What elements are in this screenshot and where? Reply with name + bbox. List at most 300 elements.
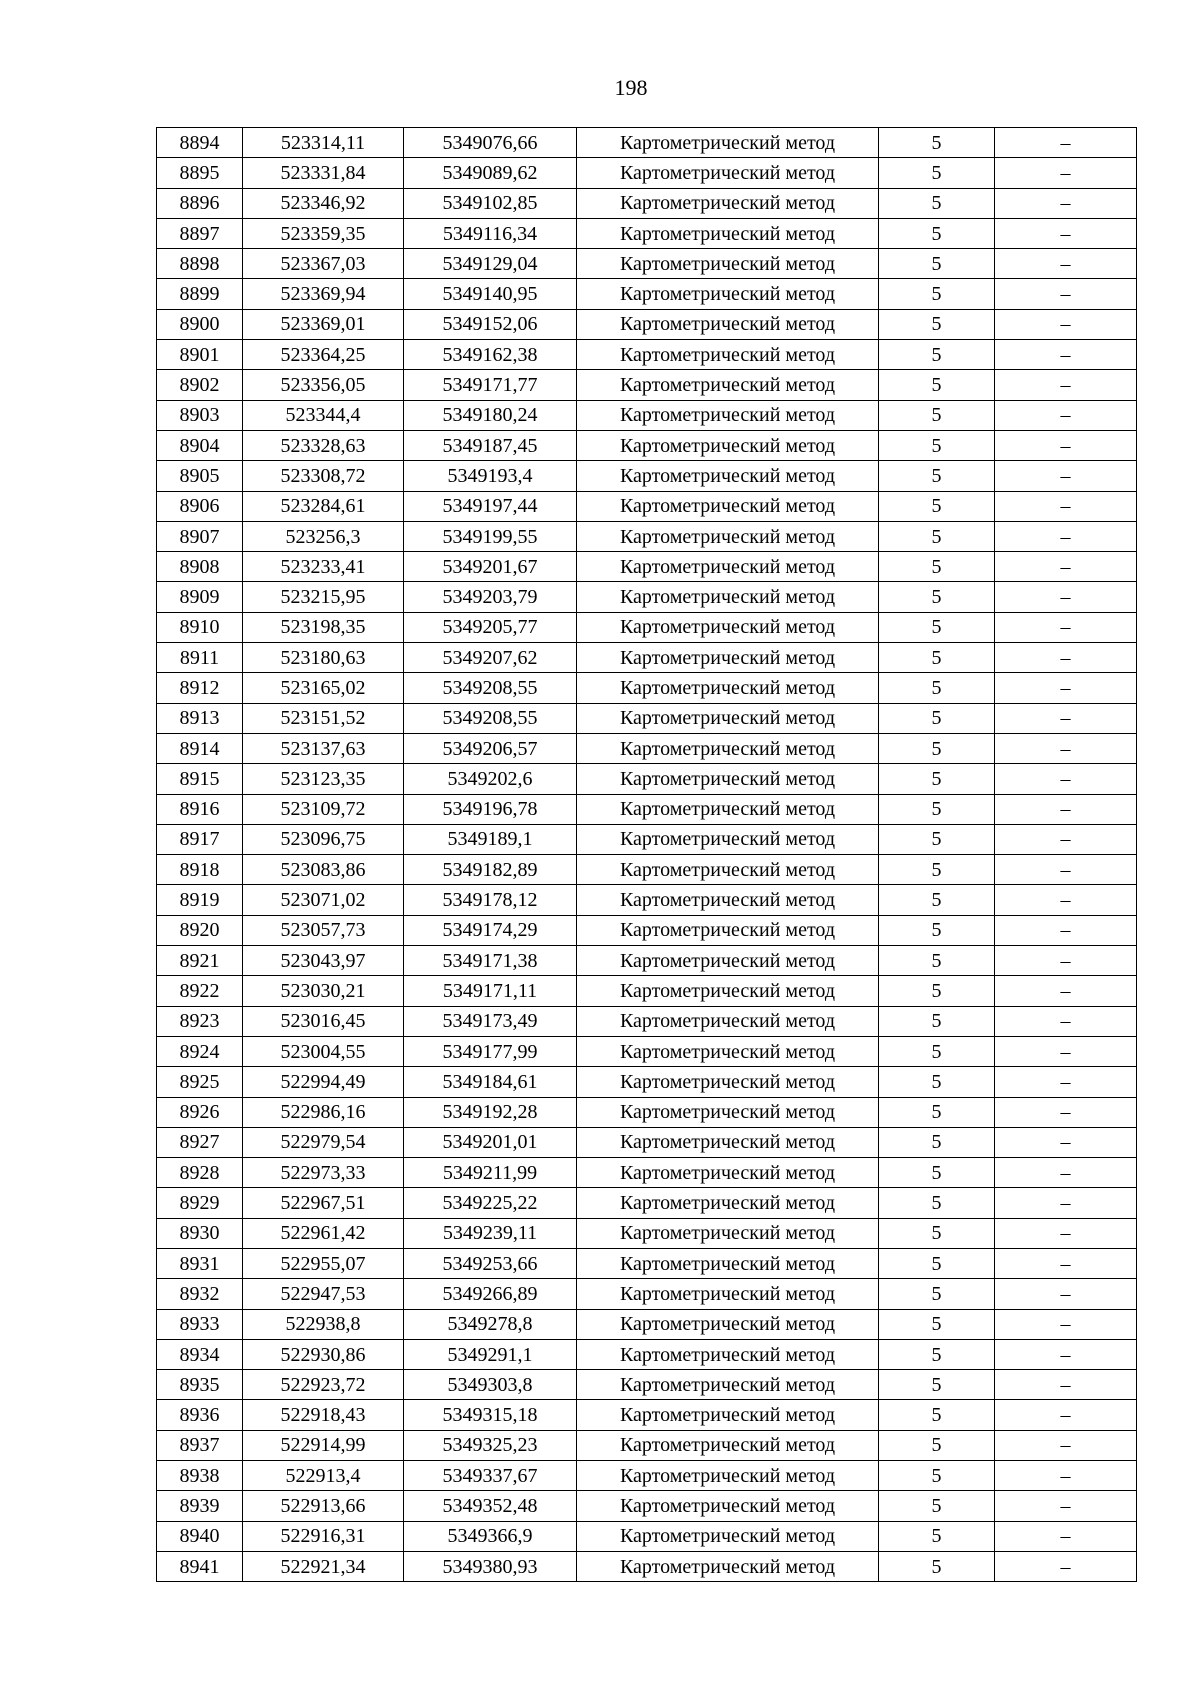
accuracy-cell: 5: [879, 128, 995, 158]
table-row: [157, 946, 1137, 976]
accuracy-cell: 5: [879, 673, 995, 703]
note-cell: –: [995, 1400, 1137, 1430]
note-cell: –: [995, 824, 1137, 854]
accuracy-cell: 5: [879, 188, 995, 218]
y-coordinate-cell: 5349129,04: [404, 249, 577, 279]
point-number-cell: 8934: [157, 1339, 243, 1369]
accuracy-cell: 5: [879, 1370, 995, 1400]
y-coordinate-cell: 5349201,67: [404, 552, 577, 582]
x-coordinate-cell: 523057,73: [243, 915, 404, 945]
point-number-cell: 8930: [157, 1218, 243, 1248]
accuracy-cell: 5: [879, 340, 995, 370]
x-coordinate-cell: 522967,51: [243, 1188, 404, 1218]
y-coordinate-cell: 5349199,55: [404, 521, 577, 551]
note-cell: –: [995, 340, 1137, 370]
point-number-cell: 8922: [157, 976, 243, 1006]
table-row: [157, 1248, 1137, 1278]
x-coordinate-cell: 523314,11: [243, 128, 404, 158]
table-row: [157, 309, 1137, 339]
note-cell: –: [995, 673, 1137, 703]
y-coordinate-cell: 5349180,24: [404, 400, 577, 430]
table-row: [157, 733, 1137, 763]
x-coordinate-cell: 523083,86: [243, 855, 404, 885]
point-number-cell: 8915: [157, 764, 243, 794]
method-cell: Картометрический метод: [577, 764, 879, 794]
accuracy-cell: 5: [879, 794, 995, 824]
method-cell: Картометрический метод: [577, 1036, 879, 1066]
accuracy-cell: 5: [879, 309, 995, 339]
y-coordinate-cell: 5349202,6: [404, 764, 577, 794]
table-row: [157, 158, 1137, 188]
note-cell: –: [995, 1127, 1137, 1157]
y-coordinate-cell: 5349208,55: [404, 703, 577, 733]
x-coordinate-cell: 522918,43: [243, 1400, 404, 1430]
accuracy-cell: 5: [879, 1400, 995, 1430]
table-row: [157, 521, 1137, 551]
method-cell: Картометрический метод: [577, 1551, 879, 1581]
table-row: [157, 400, 1137, 430]
method-cell: Картометрический метод: [577, 612, 879, 642]
point-number-cell: 8904: [157, 430, 243, 460]
accuracy-cell: 5: [879, 491, 995, 521]
point-number-cell: 8905: [157, 461, 243, 491]
method-cell: Картометрический метод: [577, 400, 879, 430]
y-coordinate-cell: 5349171,38: [404, 946, 577, 976]
note-cell: –: [995, 491, 1137, 521]
point-number-cell: 8897: [157, 218, 243, 248]
accuracy-cell: 5: [879, 824, 995, 854]
table-row: [157, 1067, 1137, 1097]
method-cell: Картометрический метод: [577, 643, 879, 673]
x-coordinate-cell: 522973,33: [243, 1158, 404, 1188]
note-cell: –: [995, 1521, 1137, 1551]
y-coordinate-cell: 5349203,79: [404, 582, 577, 612]
note-cell: –: [995, 461, 1137, 491]
point-number-cell: 8924: [157, 1036, 243, 1066]
method-cell: Картометрический метод: [577, 1370, 879, 1400]
method-cell: Картометрический метод: [577, 218, 879, 248]
accuracy-cell: 5: [879, 1097, 995, 1127]
point-number-cell: 8923: [157, 1006, 243, 1036]
method-cell: Картометрический метод: [577, 976, 879, 1006]
point-number-cell: 8909: [157, 582, 243, 612]
y-coordinate-cell: 5349102,85: [404, 188, 577, 218]
accuracy-cell: 5: [879, 370, 995, 400]
note-cell: –: [995, 1551, 1137, 1581]
y-coordinate-cell: 5349173,49: [404, 1006, 577, 1036]
accuracy-cell: 5: [879, 1218, 995, 1248]
point-number-cell: 8937: [157, 1430, 243, 1460]
y-coordinate-cell: 5349152,06: [404, 309, 577, 339]
accuracy-cell: 5: [879, 430, 995, 460]
accuracy-cell: 5: [879, 1430, 995, 1460]
point-number-cell: 8938: [157, 1461, 243, 1491]
y-coordinate-cell: 5349380,93: [404, 1551, 577, 1581]
method-cell: Картометрический метод: [577, 1491, 879, 1521]
point-number-cell: 8912: [157, 673, 243, 703]
point-number-cell: 8903: [157, 400, 243, 430]
method-cell: Картометрический метод: [577, 552, 879, 582]
y-coordinate-cell: 5349201,01: [404, 1127, 577, 1157]
y-coordinate-cell: 5349189,1: [404, 824, 577, 854]
x-coordinate-cell: 522921,34: [243, 1551, 404, 1581]
point-number-cell: 8908: [157, 552, 243, 582]
note-cell: –: [995, 855, 1137, 885]
point-number-cell: 8931: [157, 1248, 243, 1278]
accuracy-cell: 5: [879, 1248, 995, 1278]
note-cell: –: [995, 521, 1137, 551]
x-coordinate-cell: 523367,03: [243, 249, 404, 279]
coordinates-table: [156, 127, 1137, 1582]
y-coordinate-cell: 5349192,28: [404, 1097, 577, 1127]
method-cell: Картометрический метод: [577, 703, 879, 733]
x-coordinate-cell: 522938,8: [243, 1309, 404, 1339]
note-cell: –: [995, 794, 1137, 824]
note-cell: –: [995, 1036, 1137, 1066]
accuracy-cell: 5: [879, 1279, 995, 1309]
point-number-cell: 8902: [157, 370, 243, 400]
accuracy-cell: 5: [879, 915, 995, 945]
table-row: [157, 340, 1137, 370]
point-number-cell: 8935: [157, 1370, 243, 1400]
method-cell: Картометрический метод: [577, 521, 879, 551]
note-cell: –: [995, 279, 1137, 309]
y-coordinate-cell: 5349208,55: [404, 673, 577, 703]
x-coordinate-cell: 523356,05: [243, 370, 404, 400]
point-number-cell: 8901: [157, 340, 243, 370]
y-coordinate-cell: 5349205,77: [404, 612, 577, 642]
accuracy-cell: 5: [879, 249, 995, 279]
table-row: [157, 1036, 1137, 1066]
table-row: [157, 1461, 1137, 1491]
note-cell: –: [995, 976, 1137, 1006]
y-coordinate-cell: 5349206,57: [404, 733, 577, 763]
table-row: [157, 552, 1137, 582]
x-coordinate-cell: 523165,02: [243, 673, 404, 703]
method-cell: Картометрический метод: [577, 370, 879, 400]
accuracy-cell: 5: [879, 1036, 995, 1066]
note-cell: –: [995, 1248, 1137, 1278]
point-number-cell: 8927: [157, 1127, 243, 1157]
note-cell: –: [995, 1218, 1137, 1248]
point-number-cell: 8928: [157, 1158, 243, 1188]
x-coordinate-cell: 522913,4: [243, 1461, 404, 1491]
method-cell: Картометрический метод: [577, 340, 879, 370]
table-row: [157, 1006, 1137, 1036]
y-coordinate-cell: 5349225,22: [404, 1188, 577, 1218]
table-row: [157, 794, 1137, 824]
point-number-cell: 8911: [157, 643, 243, 673]
accuracy-cell: 5: [879, 976, 995, 1006]
x-coordinate-cell: 522979,54: [243, 1127, 404, 1157]
method-cell: Картометрический метод: [577, 1400, 879, 1430]
method-cell: Картометрический метод: [577, 1521, 879, 1551]
x-coordinate-cell: 522986,16: [243, 1097, 404, 1127]
y-coordinate-cell: 5349196,78: [404, 794, 577, 824]
accuracy-cell: 5: [879, 400, 995, 430]
table-row: [157, 1370, 1137, 1400]
method-cell: Картометрический метод: [577, 582, 879, 612]
y-coordinate-cell: 5349207,62: [404, 643, 577, 673]
point-number-cell: 8900: [157, 309, 243, 339]
x-coordinate-cell: 523346,92: [243, 188, 404, 218]
y-coordinate-cell: 5349076,66: [404, 128, 577, 158]
x-coordinate-cell: 522923,72: [243, 1370, 404, 1400]
x-coordinate-cell: 522913,66: [243, 1491, 404, 1521]
page-number: 198: [614, 75, 648, 100]
accuracy-cell: 5: [879, 1491, 995, 1521]
y-coordinate-cell: 5349337,67: [404, 1461, 577, 1491]
method-cell: Картометрический метод: [577, 279, 879, 309]
table-row: [157, 855, 1137, 885]
table-row: [157, 370, 1137, 400]
x-coordinate-cell: 523331,84: [243, 158, 404, 188]
accuracy-cell: 5: [879, 1127, 995, 1157]
note-cell: –: [995, 430, 1137, 460]
method-cell: Картометрический метод: [577, 1279, 879, 1309]
method-cell: Картометрический метод: [577, 946, 879, 976]
accuracy-cell: 5: [879, 1521, 995, 1551]
x-coordinate-cell: 523215,95: [243, 582, 404, 612]
x-coordinate-cell: 523344,4: [243, 400, 404, 430]
table-row: [157, 1491, 1137, 1521]
note-cell: –: [995, 1097, 1137, 1127]
table-row: [157, 976, 1137, 1006]
y-coordinate-cell: 5349182,89: [404, 855, 577, 885]
x-coordinate-cell: 523071,02: [243, 885, 404, 915]
y-coordinate-cell: 5349184,61: [404, 1067, 577, 1097]
x-coordinate-cell: 523123,35: [243, 764, 404, 794]
note-cell: –: [995, 128, 1137, 158]
table-row: [157, 582, 1137, 612]
point-number-cell: 8921: [157, 946, 243, 976]
table-row: [157, 915, 1137, 945]
y-coordinate-cell: 5349197,44: [404, 491, 577, 521]
table-row: [157, 1158, 1137, 1188]
method-cell: Картометрический метод: [577, 673, 879, 703]
accuracy-cell: 5: [879, 703, 995, 733]
table-row: [157, 430, 1137, 460]
method-cell: Картометрический метод: [577, 309, 879, 339]
x-coordinate-cell: 523308,72: [243, 461, 404, 491]
note-cell: –: [995, 309, 1137, 339]
x-coordinate-cell: 523096,75: [243, 824, 404, 854]
y-coordinate-cell: 5349089,62: [404, 158, 577, 188]
note-cell: –: [995, 1067, 1137, 1097]
table-row: [157, 643, 1137, 673]
method-cell: Картометрический метод: [577, 188, 879, 218]
y-coordinate-cell: 5349162,38: [404, 340, 577, 370]
point-number-cell: 8919: [157, 885, 243, 915]
note-cell: –: [995, 612, 1137, 642]
note-cell: –: [995, 1491, 1137, 1521]
method-cell: Картометрический метод: [577, 430, 879, 460]
x-coordinate-cell: 523369,94: [243, 279, 404, 309]
note-cell: –: [995, 1370, 1137, 1400]
table-row: [157, 1430, 1137, 1460]
method-cell: Картометрический метод: [577, 1339, 879, 1369]
note-cell: –: [995, 249, 1137, 279]
table-row: [157, 461, 1137, 491]
note-cell: –: [995, 1309, 1137, 1339]
accuracy-cell: 5: [879, 1158, 995, 1188]
y-coordinate-cell: 5349211,99: [404, 1158, 577, 1188]
y-coordinate-cell: 5349352,48: [404, 1491, 577, 1521]
table-row: [157, 1400, 1137, 1430]
y-coordinate-cell: 5349174,29: [404, 915, 577, 945]
y-coordinate-cell: 5349171,77: [404, 370, 577, 400]
method-cell: Картометрический метод: [577, 1188, 879, 1218]
point-number-cell: 8916: [157, 794, 243, 824]
x-coordinate-cell: 523328,63: [243, 430, 404, 460]
y-coordinate-cell: 5349266,89: [404, 1279, 577, 1309]
note-cell: –: [995, 1188, 1137, 1218]
y-coordinate-cell: 5349187,45: [404, 430, 577, 460]
point-number-cell: 8896: [157, 188, 243, 218]
method-cell: Картометрический метод: [577, 1248, 879, 1278]
table-row: [157, 612, 1137, 642]
note-cell: –: [995, 552, 1137, 582]
accuracy-cell: 5: [879, 643, 995, 673]
table-row: [157, 491, 1137, 521]
coordinates-table-body: [157, 128, 1137, 1582]
note-cell: –: [995, 1158, 1137, 1188]
x-coordinate-cell: 523359,35: [243, 218, 404, 248]
note-cell: –: [995, 370, 1137, 400]
table-row: [157, 703, 1137, 733]
method-cell: Картометрический метод: [577, 733, 879, 763]
y-coordinate-cell: 5349116,34: [404, 218, 577, 248]
accuracy-cell: 5: [879, 461, 995, 491]
table-row: [157, 885, 1137, 915]
point-number-cell: 8939: [157, 1491, 243, 1521]
method-cell: Картометрический метод: [577, 1006, 879, 1036]
y-coordinate-cell: 5349315,18: [404, 1400, 577, 1430]
accuracy-cell: 5: [879, 764, 995, 794]
y-coordinate-cell: 5349366,9: [404, 1521, 577, 1551]
accuracy-cell: 5: [879, 158, 995, 188]
note-cell: –: [995, 1461, 1137, 1491]
accuracy-cell: 5: [879, 552, 995, 582]
accuracy-cell: 5: [879, 1309, 995, 1339]
point-number-cell: 8936: [157, 1400, 243, 1430]
accuracy-cell: 5: [879, 1551, 995, 1581]
point-number-cell: 8906: [157, 491, 243, 521]
note-cell: –: [995, 188, 1137, 218]
point-number-cell: 8941: [157, 1551, 243, 1581]
y-coordinate-cell: 5349193,4: [404, 461, 577, 491]
note-cell: –: [995, 643, 1137, 673]
point-number-cell: 8940: [157, 1521, 243, 1551]
note-cell: –: [995, 1279, 1137, 1309]
table-row: [157, 218, 1137, 248]
y-coordinate-cell: 5349325,23: [404, 1430, 577, 1460]
y-coordinate-cell: 5349140,95: [404, 279, 577, 309]
x-coordinate-cell: 523016,45: [243, 1006, 404, 1036]
note-cell: –: [995, 158, 1137, 188]
table-row: [157, 188, 1137, 218]
method-cell: Картометрический метод: [577, 1127, 879, 1157]
method-cell: Картометрический метод: [577, 794, 879, 824]
x-coordinate-cell: 523109,72: [243, 794, 404, 824]
method-cell: Картометрический метод: [577, 491, 879, 521]
accuracy-cell: 5: [879, 1339, 995, 1369]
accuracy-cell: 5: [879, 733, 995, 763]
accuracy-cell: 5: [879, 1188, 995, 1218]
y-coordinate-cell: 5349177,99: [404, 1036, 577, 1066]
x-coordinate-cell: 523369,01: [243, 309, 404, 339]
table-row: [157, 128, 1137, 158]
method-cell: Картометрический метод: [577, 1309, 879, 1339]
accuracy-cell: 5: [879, 582, 995, 612]
note-cell: –: [995, 885, 1137, 915]
y-coordinate-cell: 5349178,12: [404, 885, 577, 915]
point-number-cell: 8933: [157, 1309, 243, 1339]
point-number-cell: 8910: [157, 612, 243, 642]
accuracy-cell: 5: [879, 521, 995, 551]
y-coordinate-cell: 5349291,1: [404, 1339, 577, 1369]
method-cell: Картометрический метод: [577, 1067, 879, 1097]
point-number-cell: 8913: [157, 703, 243, 733]
point-number-cell: 8925: [157, 1067, 243, 1097]
table-row: [157, 1279, 1137, 1309]
point-number-cell: 8929: [157, 1188, 243, 1218]
accuracy-cell: 5: [879, 279, 995, 309]
note-cell: –: [995, 1339, 1137, 1369]
accuracy-cell: 5: [879, 1067, 995, 1097]
accuracy-cell: 5: [879, 1006, 995, 1036]
note-cell: –: [995, 1006, 1137, 1036]
point-number-cell: 8894: [157, 128, 243, 158]
point-number-cell: 8899: [157, 279, 243, 309]
y-coordinate-cell: 5349303,8: [404, 1370, 577, 1400]
note-cell: –: [995, 218, 1137, 248]
accuracy-cell: 5: [879, 218, 995, 248]
x-coordinate-cell: 522961,42: [243, 1218, 404, 1248]
y-coordinate-cell: 5349278,8: [404, 1309, 577, 1339]
x-coordinate-cell: 522994,49: [243, 1067, 404, 1097]
note-cell: –: [995, 582, 1137, 612]
table-row: [157, 1097, 1137, 1127]
table-row: [157, 1218, 1137, 1248]
method-cell: Картометрический метод: [577, 915, 879, 945]
note-cell: –: [995, 946, 1137, 976]
point-number-cell: 8914: [157, 733, 243, 763]
accuracy-cell: 5: [879, 946, 995, 976]
x-coordinate-cell: 523364,25: [243, 340, 404, 370]
table-row: [157, 1339, 1137, 1369]
point-number-cell: 8920: [157, 915, 243, 945]
point-number-cell: 8895: [157, 158, 243, 188]
point-number-cell: 8932: [157, 1279, 243, 1309]
method-cell: Картометрический метод: [577, 885, 879, 915]
point-number-cell: 8926: [157, 1097, 243, 1127]
x-coordinate-cell: 523284,61: [243, 491, 404, 521]
x-coordinate-cell: 522955,07: [243, 1248, 404, 1278]
note-cell: –: [995, 733, 1137, 763]
note-cell: –: [995, 703, 1137, 733]
method-cell: Картометрический метод: [577, 1097, 879, 1127]
x-coordinate-cell: 522947,53: [243, 1279, 404, 1309]
table-row: [157, 1521, 1137, 1551]
x-coordinate-cell: 523137,63: [243, 733, 404, 763]
table-row: [157, 249, 1137, 279]
table-row: [157, 1551, 1137, 1581]
table-row: [157, 824, 1137, 854]
x-coordinate-cell: 523256,3: [243, 521, 404, 551]
table-row: [157, 1309, 1137, 1339]
accuracy-cell: 5: [879, 885, 995, 915]
